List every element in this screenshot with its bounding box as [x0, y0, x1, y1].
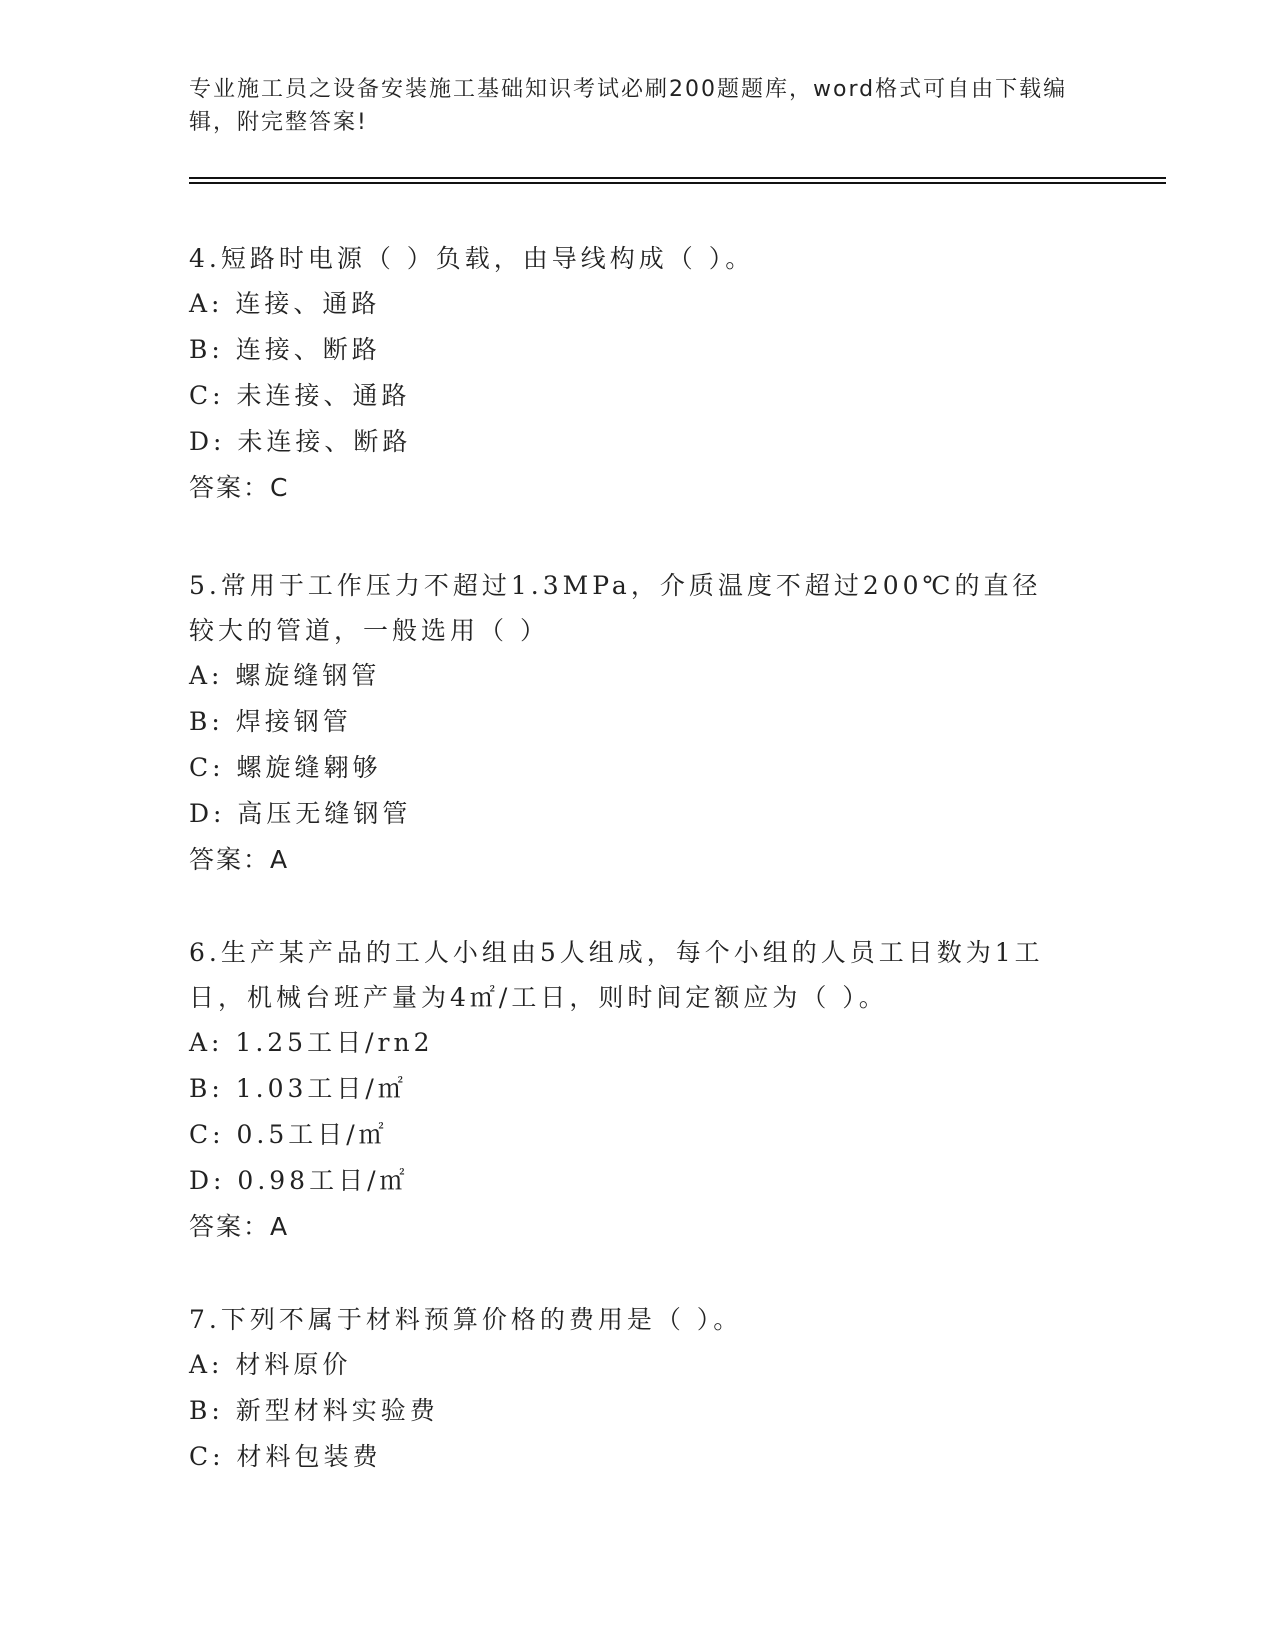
option-a: A: 1.25工日/rn2 — [189, 1028, 434, 1057]
question-stem: 6.生产某产品的工人小组由5人组成，每个小组的人员工日数为1工日，机械台班产量为4㎡/工日，则时间定额应为（ ）。 — [189, 938, 1044, 1012]
option-a: A: 材料原价 — [189, 1350, 352, 1379]
option-b: B: 1.03工日/㎡ — [189, 1074, 407, 1103]
header-divider-top — [189, 177, 1166, 179]
option-c: C: 未连接、通路 — [189, 381, 411, 410]
question-stem: 5.常用于工作压力不超过1.3MPa，介质温度不超过200℃的直径较大的管道，一般选用（ ） — [189, 571, 1042, 645]
option-d: D: 高压无缝钢管 — [189, 799, 412, 828]
option-c: C: 材料包装费 — [189, 1442, 382, 1471]
option-c: C: 0.5工日/㎡ — [189, 1120, 388, 1149]
question-4 — [189, 236, 1069, 511]
answer: 答案：A — [189, 1212, 290, 1241]
header-divider-bottom — [189, 182, 1166, 184]
option-a: A: 螺旋缝钢管 — [189, 661, 381, 690]
question-7 — [189, 1297, 1069, 1480]
question-6 — [189, 930, 1069, 1250]
document-header-title: 专业施工员之设备安装施工基础知识考试必刷200题题库，word格式可自由下载编辑，附完整答案! — [189, 77, 1068, 135]
option-d: D: 0.98工日/㎡ — [189, 1166, 409, 1195]
question-5 — [189, 563, 1069, 883]
option-b: B: 焊接钢管 — [189, 707, 352, 736]
option-c: C: 螺旋缝翱够 — [189, 753, 382, 782]
option-b: B: 连接、断路 — [189, 335, 381, 364]
question-stem: 7.下列不属于材料预算价格的费用是（ ）。 — [189, 1305, 743, 1334]
option-d: D: 未连接、断路 — [189, 427, 412, 456]
option-a: A: 连接、通路 — [189, 289, 381, 318]
answer: 答案：A — [189, 845, 290, 874]
option-b: B: 新型材料实验费 — [189, 1396, 439, 1425]
answer: 答案：C — [189, 473, 290, 502]
question-stem: 4.短路时电源（ ）负载，由导线构成（ ）。 — [189, 244, 755, 273]
